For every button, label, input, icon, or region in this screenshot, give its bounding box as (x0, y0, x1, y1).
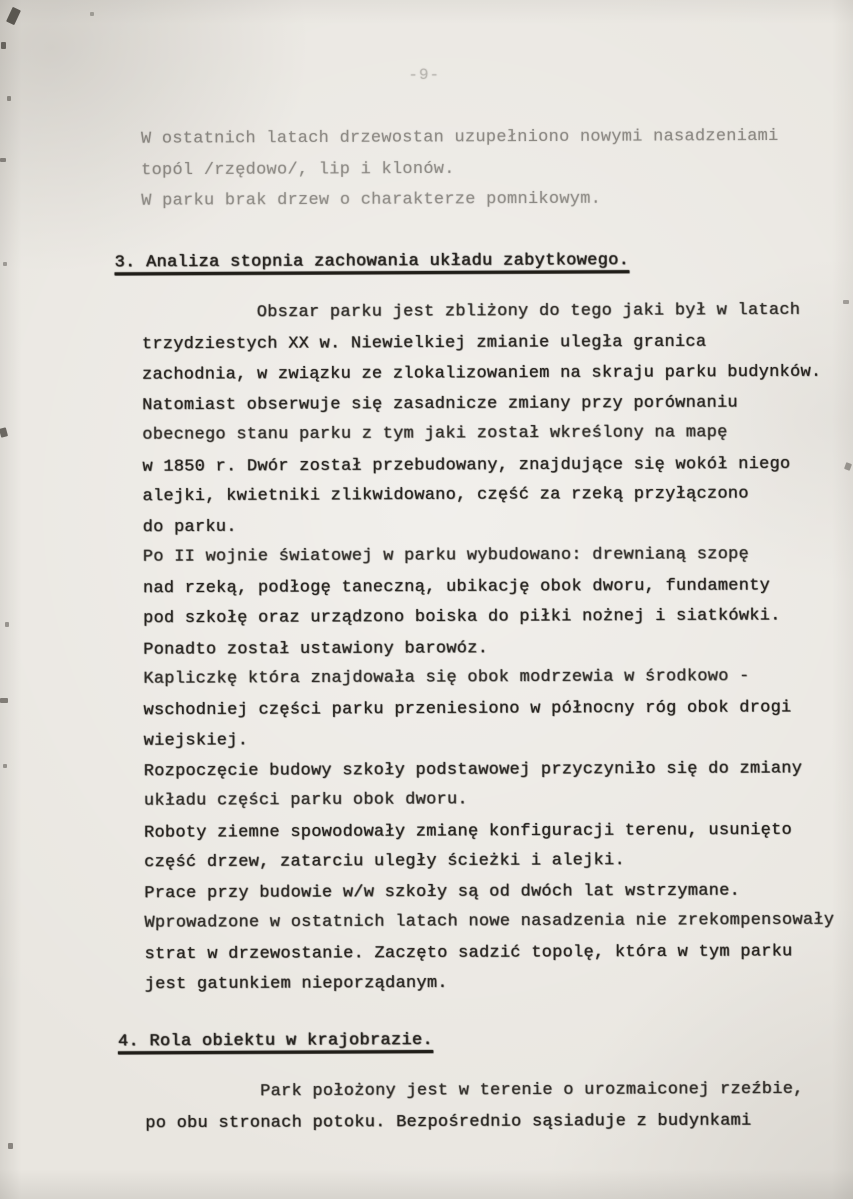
text-line: Prace przy budowie w/w szkoły są od dwóch lat wstrzymane. (144, 881, 741, 903)
text-line: układu części parku obok dworu. (143, 790, 468, 811)
text-line: w 1850 r. Dwór został przebudowany, znajdujące się wokół niego (142, 454, 791, 477)
text-line: nad rzeką, podłogę taneczną, ubikację obok dworu, fundamenty (142, 576, 771, 598)
text-line: Wprowadzone w ostatnich latach nowe nasadzenia nie zrekompensowały (144, 910, 835, 933)
text-line: wiejskiej. (143, 731, 249, 751)
page-number-text: -9- (408, 65, 441, 85)
text-line: Obszar parku jest zbliżony do tego jaki był w latach (256, 300, 801, 323)
text-line: Natomiast obserwuje się zasadnicze zmiany przy porównaniu (142, 393, 738, 415)
text-line: Kapliczkę która znajdowała się obok modrzewia w środkowo - (143, 667, 750, 689)
section-4-heading-text: 4. Rola obiektu w krajobrazie. (117, 1030, 434, 1051)
text-line: W parku brak drzew o charakterze pomnikowym. (141, 189, 602, 211)
text-line: pod szkołę oraz urządzono boiska do piłki nożnej i siatkówki. (143, 606, 781, 629)
section-4-body (145, 1075, 825, 1139)
text-line: W ostatnich latach drzewostan uzupełniono nowymi nasadzeniami (140, 127, 779, 149)
text-line: trzydziestych XX w. Niewielkiej zmianie uległa granica (141, 332, 707, 354)
section-3-heading (114, 245, 821, 279)
text-line: Roboty ziemne spowodowały zmianę konfiguracji terenu, usunięto (143, 820, 793, 843)
text-line: po obu stronach potoku. Bezpośrednio sąsiaduje z budynkami (145, 1111, 752, 1133)
text-line: Park położony jest w terenie o urozmaiconej rzeźbie, (260, 1079, 804, 1102)
section-3-body (141, 296, 835, 1000)
text-line: Ponadto został ustawiony barowóz. (143, 638, 489, 660)
text-line: topól /rzędowo/, lip i klonów. (141, 159, 455, 180)
text-line: zachodnia, w związku ze zlokalizowaniem na skraju parku budynków. (141, 362, 822, 385)
text-line: wschodniej części parku przeniesiono w północny róg obok drogi (143, 697, 792, 720)
text-line: część drzew, zatarciu uległy ścieżki i alejki. (144, 851, 625, 873)
text-line: do parku. (142, 517, 237, 537)
text-line: Po II wojnie światowej w parku wybudowano: drewnianą szopę (142, 545, 750, 567)
intro-paragraph (141, 122, 821, 216)
page-number (0, 64, 851, 86)
text-line: Rozpoczęcie budowy szkoły podstawowej przyczyniło się do zmiany (143, 758, 803, 781)
section-4-heading (118, 1024, 825, 1058)
text-line: alejki, kwietniki zlikwidowano, część za rzeką przyłączono (142, 484, 749, 507)
text-line: obecnego stanu parku z tym jaki został wkreślony na mapę (142, 423, 728, 445)
text-line: jest gatunkiem nieporządanym. (144, 973, 448, 995)
section-3-heading-text: 3. Analiza stopnia zachowania układu zabytkowego. (114, 250, 630, 272)
text-line: strat w drzewostanie. Zaczęto sadzić topolę, która w tym parku (144, 941, 793, 964)
